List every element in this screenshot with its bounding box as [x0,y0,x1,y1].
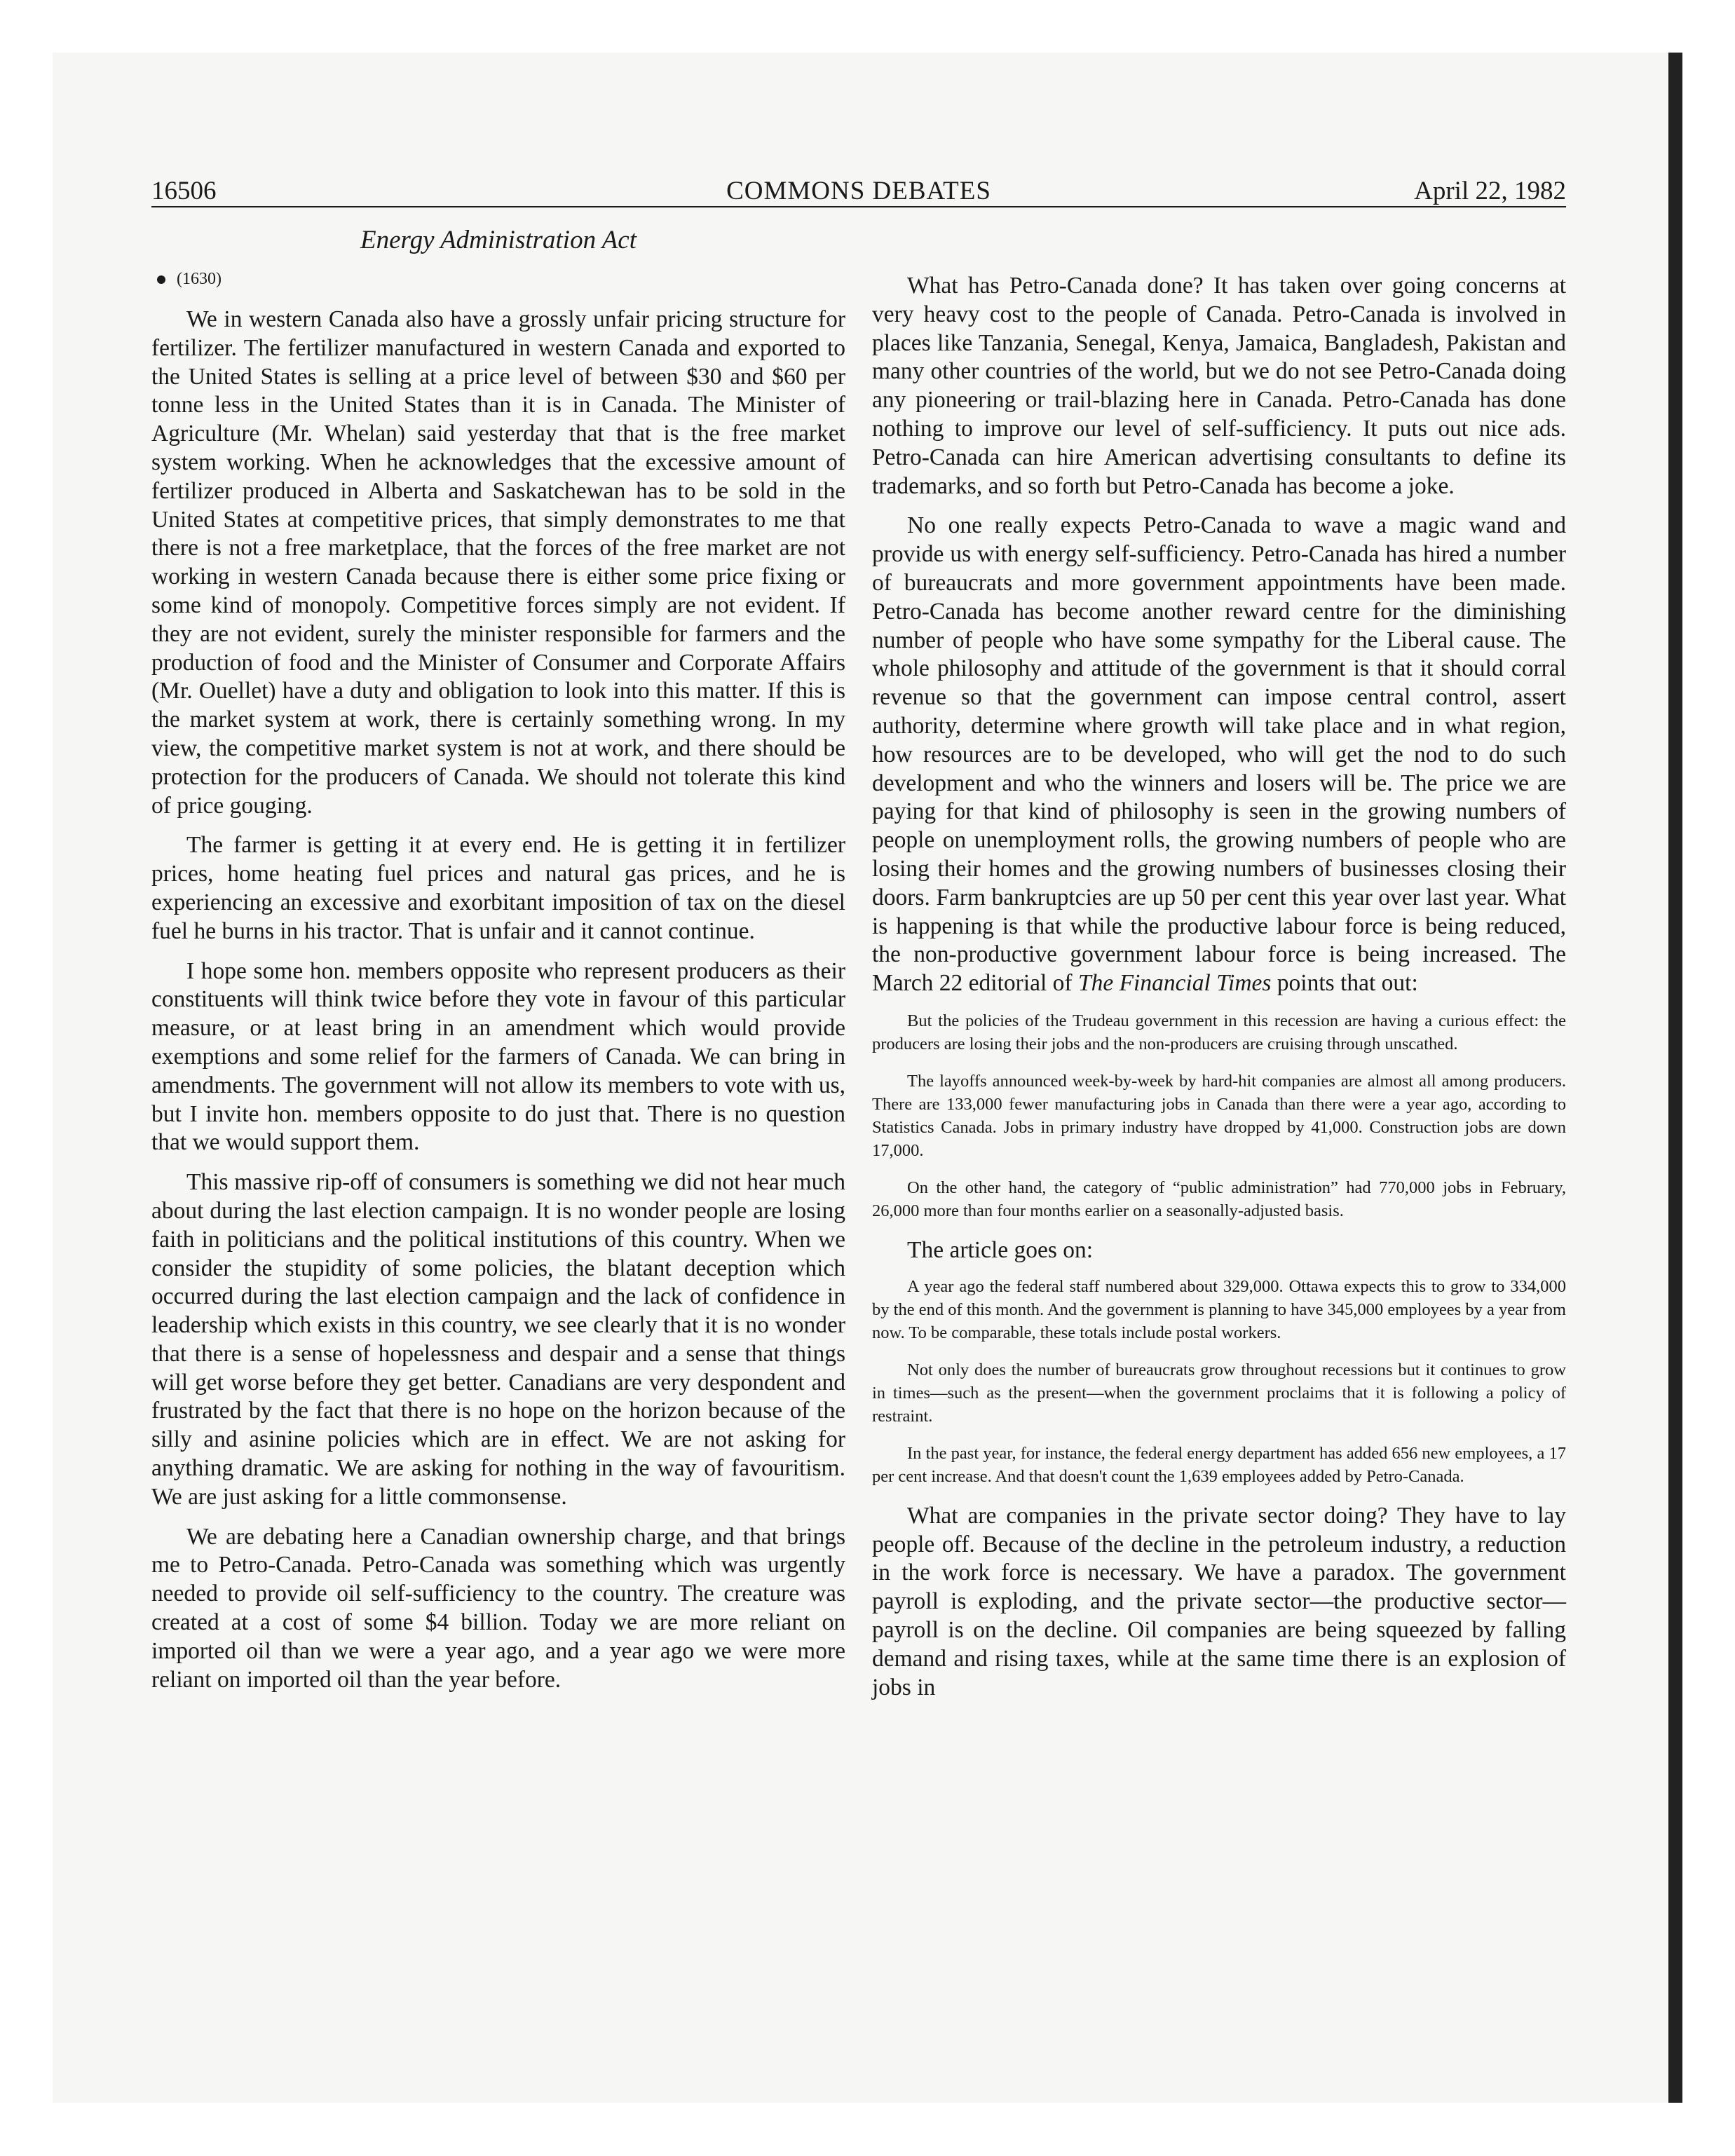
paragraph: What has Petro-Canada done? It has taken over going concerns at very heavy cost to the people of Canada. Petro-Canada is involved in places like Tanzania, Senegal, Kenya, Jamaica, Bangladesh, Pakistan and many other countries of the world, but we do not see Petro-Canada doing any pioneering or trail-blazing here in Canada. Petro-Canada has done nothing to improve our level of self-sufficiency. It puts out nice ads. Petro-Canada can hire American advertising consultants to define its trademarks, and so forth but Petro-Canada has become a joke. [872,273,1566,499]
paragraph-text: No one really expects Petro-Canada to wave a magic wand and provide us with energy self-sufficiency. Petro-Canada has hired a number of bureaucrats and more government appointments have been made. Petro-Canada has become another reward centre for the diminishing number of people who have some sympathy for the Liberal cause. The whole philosophy and attitude of the government is that it should corral revenue so that the government can impose central control, assert authority, determine where growth will take place and in what region, how resources are to be developed, who will get the nod to do such development and who the winners and losers will be. The price we are paying for that kind of philosophy is seen in the growing numbers of people on unemployment rolls, the growing numbers of people who are losing their homes and the growing numbers of businesses closing their doors. Farm bankruptcies are up 50 per cent this year over last year. What is happening is that while the productive labour force is being reduced, the non-productive government labour force is being increased. The March 22 editorial of [872,512,1566,997]
block-quote: The layoffs announced week-by-week by hard-hit companies are almost all among producers. There are 133,000 fewer manufacturing jobs in Canada than there were a year ago, according to Statistics Canada. Jobs in primary industry have dropped by 41,000. Construction jobs are down 17,000. [872,1071,1566,1160]
right-column [872,272,1566,1713]
page-number: 16506 [151,177,217,205]
paragraph: The article goes on: [907,1236,1094,1263]
paragraph: We are debating here a Canadian ownership charge, and that brings me to Petro-Canada. Petro-Canada was something which was urgently needed to provide oil self-sufficiency to the country. The creature was created at a cost of some $4 billion. Today we are more reliant on imported oil than we were a year ago, and a year ago we were more reliant on imported oil than the year before. [151,1523,845,1693]
block-quote: Not only does the number of bureaucrats grow throughout recessions but it continues to grow in times—such as the present—when the government proclaims that it is following a policy of restraint. [872,1360,1566,1426]
paragraph: We in western Canada also have a grossly unfair pricing structure for fertilizer. The fertilizer manufactured in western Canada and exported to the United States is selling at a price level of between $30 and $60 per tonne less in the United States than it is in Canada. The Minister of Agriculture (Mr. Whelan) said yesterday that that is the free market system working. When he acknowledges that the excessive amount of fertilizer produced in Alberta and Saskatchewan has to be sold in the United States at competitive prices, that simply demonstrates to me that there is not a free marketplace, that the forces of the free market are not working in western Canada because there is either some price fixing or some kind of monopoly. Competitive forces simply are not evident. If they are not evident, surely the minister responsible for farmers and the production of food and the Minister of Consumer and Corporate Affairs (Mr. Ouellet) have a duty and obligation to look into this matter. If this is the market system at work, there is certainly something wrong. In my view, the competitive market system is not at work, and there should be protection for the producers of Canada. We should not tolerate this kind of price gouging. [151,306,845,819]
block-quote: A year ago the federal staff numbered about 329,000. Ottawa expects this to grow to 334,000 by the end of this month. And the government is planning to have 345,000 employees by a year from now. To be comparable, these totals include postal workers. [872,1276,1566,1342]
time-marker-label: (1630) [177,270,222,288]
block-quote: In the past year, for instance, the federal energy department has added 656 new employees, a 17 per cent increase. And that doesn't count the 1,639 employees added by Petro-Canada. [872,1443,1566,1486]
publication-title: COMMONS DEBATES [726,177,991,205]
paragraph-text: points that out: [1271,970,1418,997]
scan-edge-shadow [1668,53,1682,2103]
block-quote: On the other hand, the category of “public administration” had 770,000 jobs in February, 26,000 more than four months earlier on a seasonally-adjusted basis. [872,1178,1566,1220]
time-marker [157,265,845,293]
running-title: Energy Administration Act [360,226,637,254]
paragraph: This massive rip-off of consumers is something we did not hear much about during the last election campaign. It is no wonder people are losing faith in politicians and the political institutions of this country. When we consider the stupidity of some policies, the blatant deception which occurred during the last election campaign and the lack of confidence in leadership which exists in this country, we see clearly that it is no wonder that there is a sense of hopelessness and despair and a sense that things will get worse before they get better. Canadians are very despondent and frustrated by the fact that there is no hope on the horizon because of the silly and asinine policies which are in effect. We are not asking for anything dramatic. We are asking for nothing in the way of favouritism. We are just asking for a little commonsense. [151,1169,845,1510]
paragraph: I hope some hon. members opposite who represent producers as their constituents will think twice before they vote in favour of this particular measure, or at least bring in an amendment which would provide exemptions and some relief for the farmers of Canada. We can bring in amendments. The government will not allow its members to vote with us, but I invite hon. members opposite to do just that. There is no question that we would support them. [151,957,845,1156]
left-column [151,224,845,1705]
page-header [151,175,1566,207]
paragraph: The farmer is getting it at every end. He is getting it in fertilizer prices, home heating fuel prices and natural gas prices, and he is experiencing an excessive and exorbitant imposition of tax on the diesel fuel he burns in his tractor. That is unfair and it cannot continue. [151,832,845,944]
header-rule [151,206,1566,207]
publication-date: April 22, 1982 [1414,177,1566,205]
block-quote: But the policies of the Trudeau government in this recession are having a curious effect: the producers are losing their jobs and the non-producers are cruising through unscathed. [872,1011,1566,1053]
paragraph: What are companies in the private sector doing? They have to lay people off. Because of the decline in the petroleum industry, a reduction in the work force is necessary. We have a paradox. The government payroll is exploding, and the private sector—the productive sector—payroll is on the decline. Oil companies are being squeezed by falling demand and rising taxes, while at the same time there is an explosion of jobs in [872,1502,1566,1700]
paragraph-with-citation [872,512,1566,998]
cited-publication: The Financial Times [1077,970,1272,997]
bullet-icon [157,275,165,284]
